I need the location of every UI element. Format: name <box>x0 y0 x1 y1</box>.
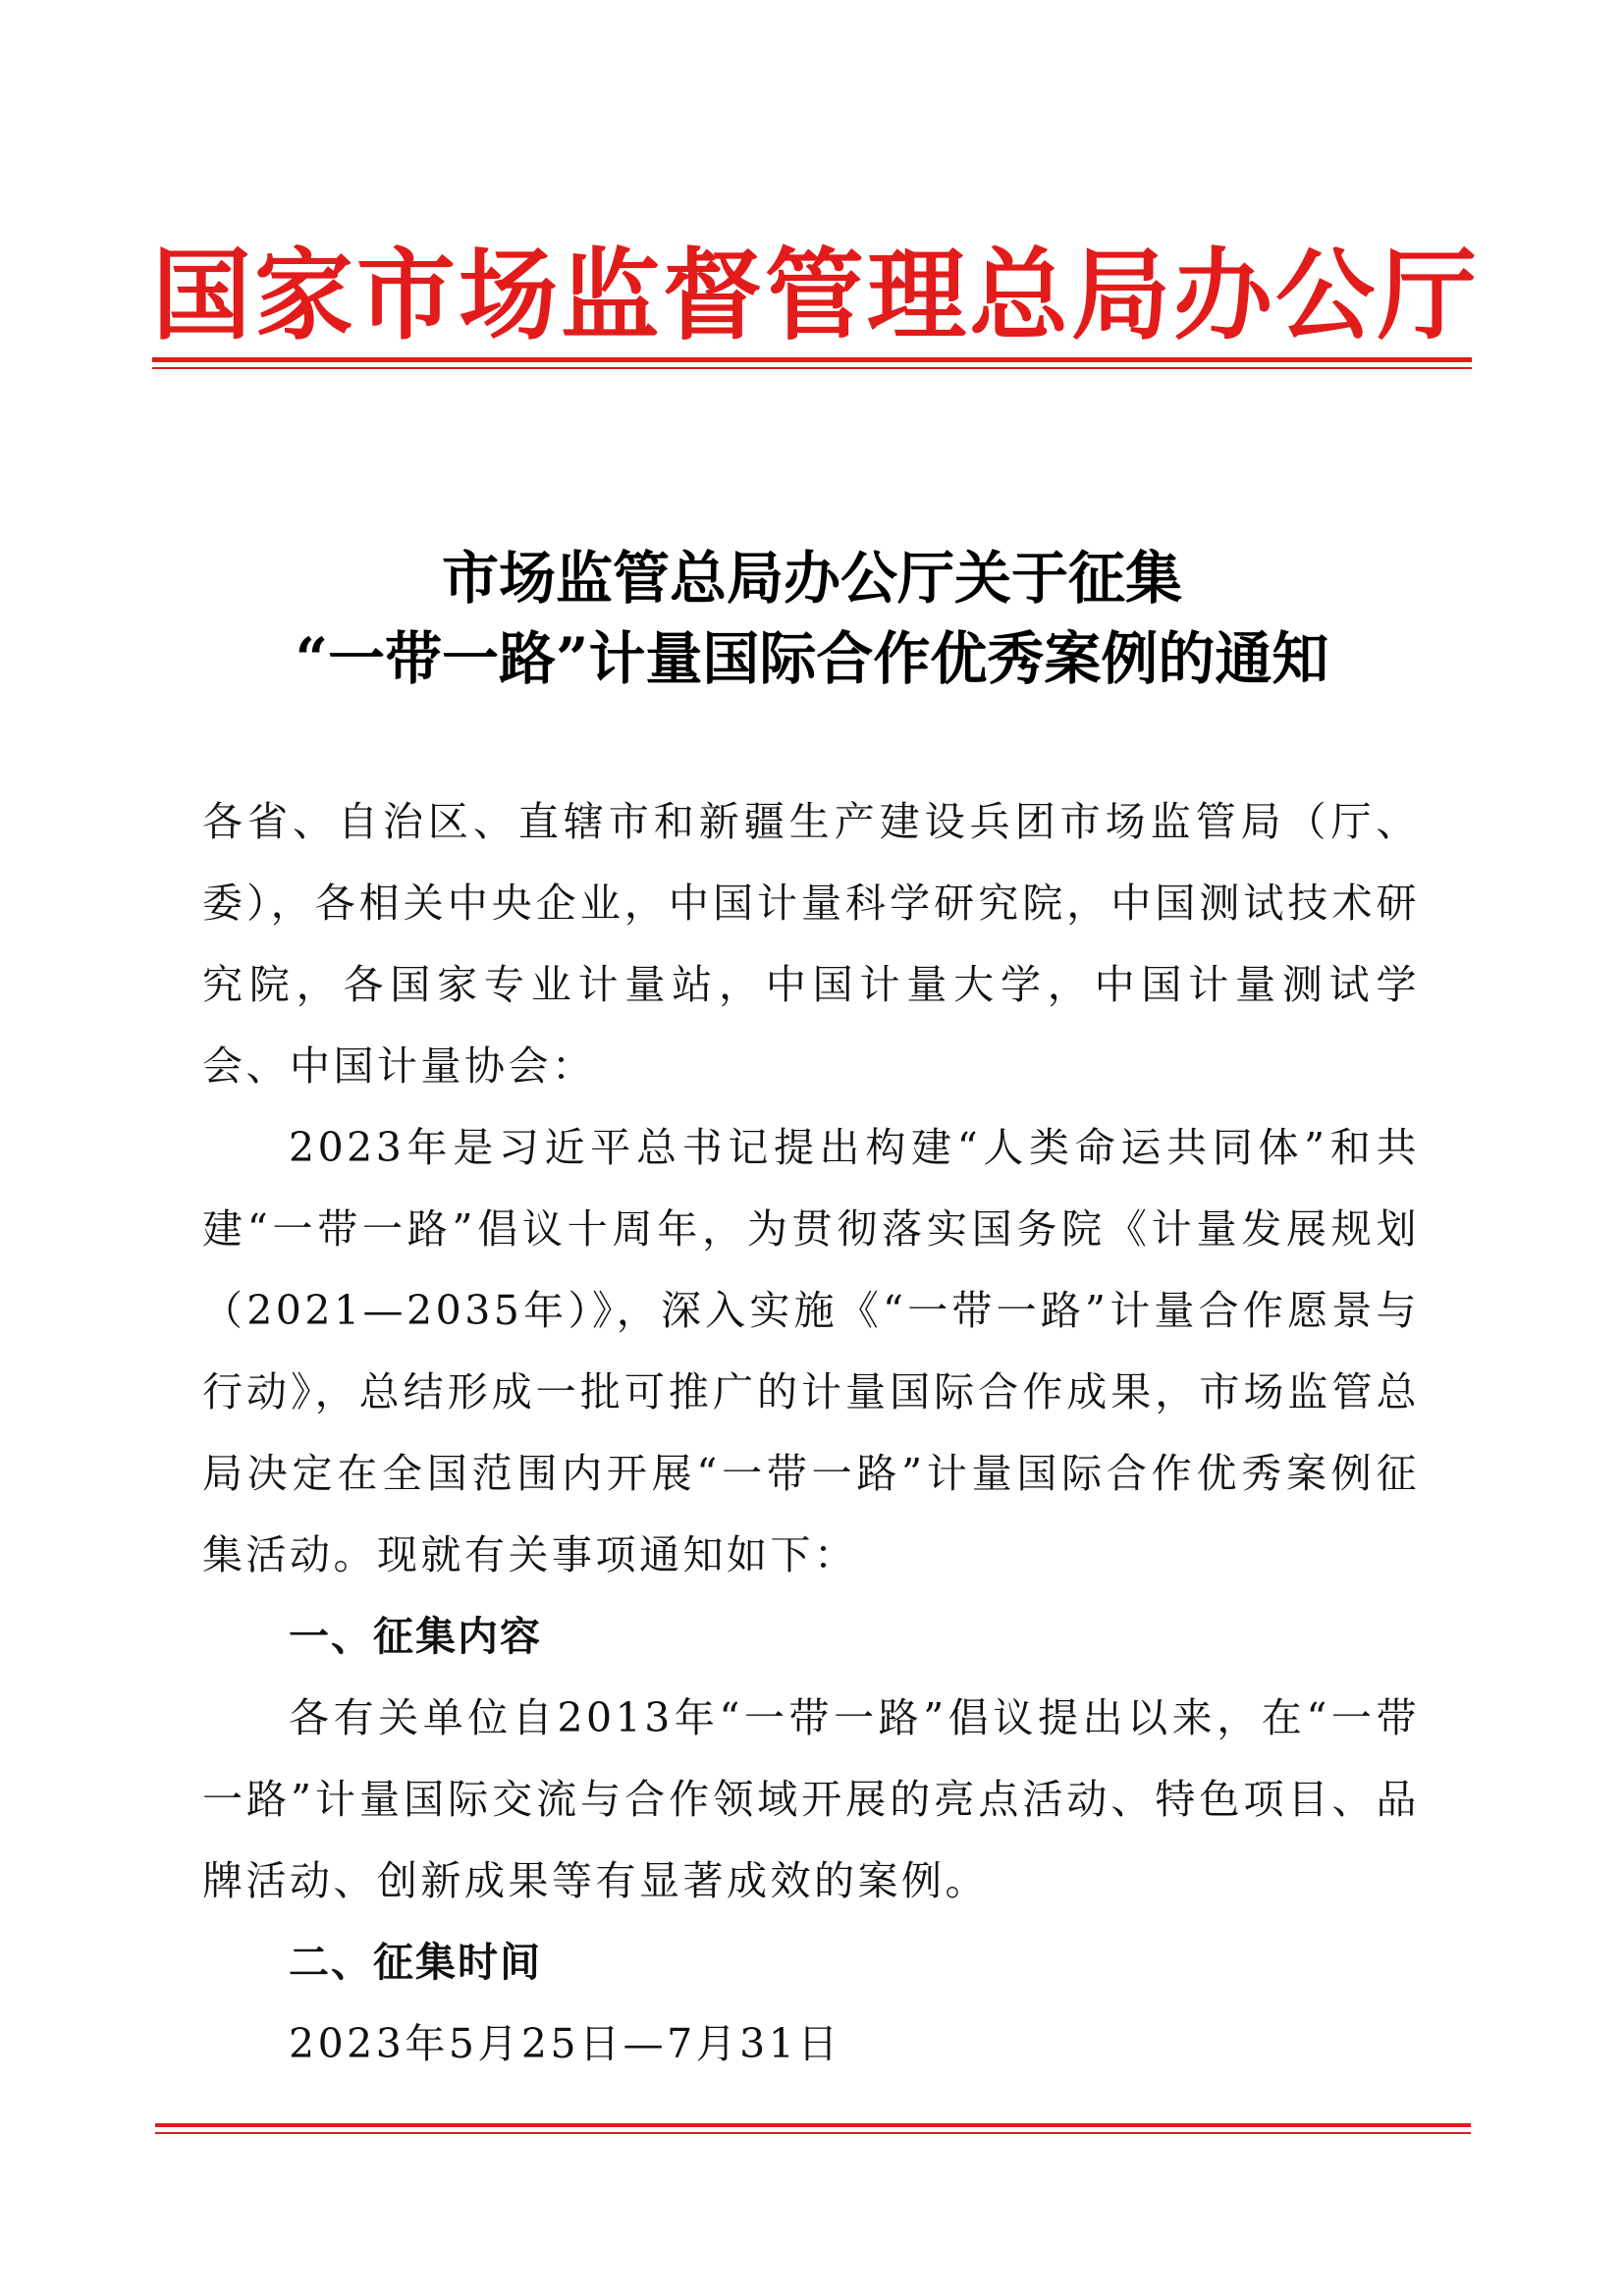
document-title <box>196 538 1428 699</box>
addressee-paragraph: 各省、自治区、直辖市和新疆生产建设兵团市场监管局（厅、委），各相关中央企业，中国计量科学研究院，中国测试技术研究院，各国家专业计量站，中国计量大学，中国计量测试学会、中国计量协会： <box>202 798 1420 1090</box>
section-1-heading: 一、征集内容 <box>289 1613 542 1660</box>
footer-rule-thin <box>155 2132 1471 2134</box>
masthead-rule-thin <box>152 367 1472 369</box>
document-title-line-1: 市场监管总局办公厅关于征集 <box>441 545 1182 612</box>
section-1-paragraph: 各有关单位自2013年“一带一路”倡议提出以来，在“一带一路”计量国际交流与合作领域开展的亮点活动、特色项目、品牌活动、创新成果等有显著成效的案例。 <box>202 1694 1420 1904</box>
document-body <box>202 781 1420 2085</box>
section-2-heading: 二、征集时间 <box>289 1939 542 1986</box>
section-2-paragraph: 2023年5月25日—7月31日 <box>289 2020 841 2067</box>
document-title-line-2: “一带一路”计量国际合作优秀案例的通知 <box>295 625 1329 692</box>
masthead-title: 国家市场监督管理总局办公厅 <box>152 237 1481 353</box>
intro-paragraph: 2023年是习近平总书记提出构建“人类命运共同体”和共建“一带一路”倡议十周年，为贯彻落实国务院《计量发展规划（2021—2035年）》，深入实施《“一带一路”计量合作愿景与行动》，总结形成一批可推广的计量国际合作成果，市场监管总局决定在全国范围内开展“一带一路”计量国际合作优秀案例征集活动。现就有关事项通知如下： <box>202 1124 1420 1578</box>
footer-rule-thick <box>155 2123 1471 2127</box>
masthead-rule-thick <box>152 357 1472 362</box>
